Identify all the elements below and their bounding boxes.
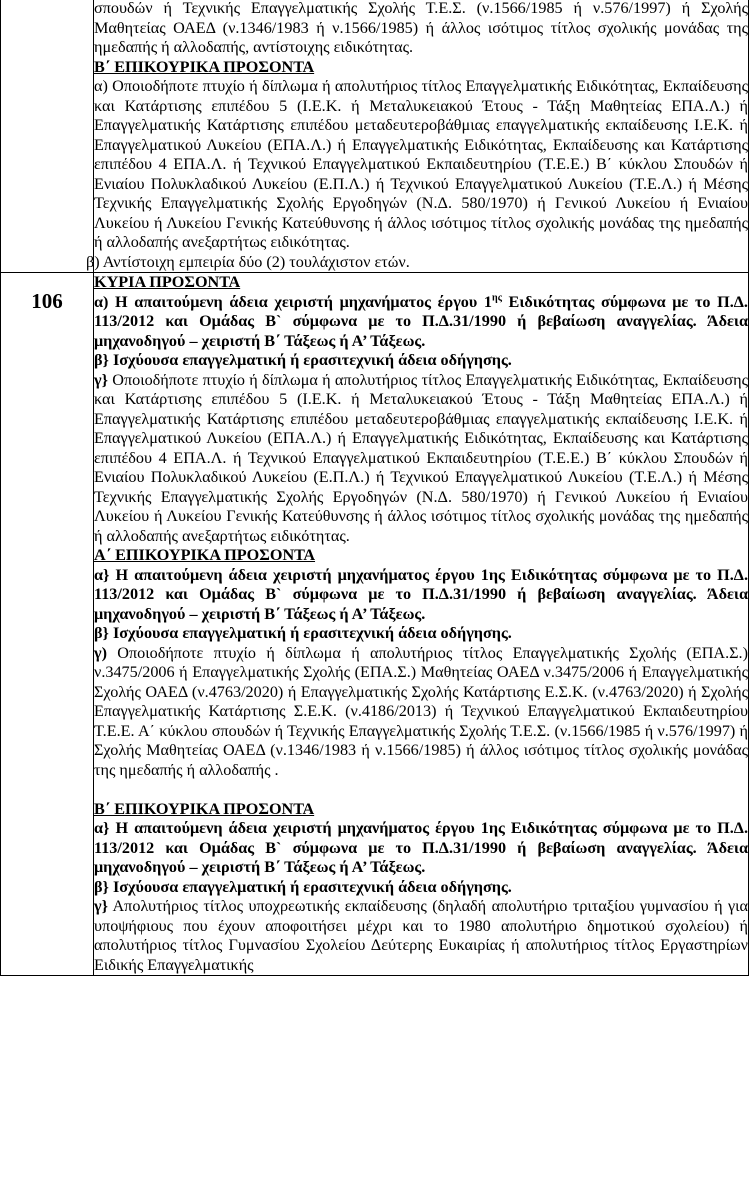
row-number: 106: [31, 289, 63, 313]
qualification-item: [94, 897, 748, 975]
item-text: Απολυτήριος τίτλος υποχρεωτικής εκπαίδευσης (δηλαδή απολυτήριο τριταξίου γυμνασίου ή για υποψήφιους που έχουν αποφοιτήσει μέχρι και το 1980 απολυτήριο δημοτικού σχολείου) ή απολυτήριος τίτλος Γυμνασίου Σχολείου Δεύτερης Ευκαιρίας ή απολυτήριος τίτλος Εργαστηρίων Ειδικής Επαγγελματικής: [94, 897, 748, 974]
qualification-item: [94, 293, 748, 352]
qualification-item: α) Οποιοδήποτε πτυχίο ή δίπλωμα ή απολυτήριος τίτλος Επαγγελματικής Ειδικότητας, Εκπαίδευσης και Κατάρτισης επιπέδου 5 (Ι.Ε.Κ. ή Μεταλυκειακού Έτους - Τάξη Μαθητείας ΕΠΑ.Λ.) ή Επαγγελματικής Κατάρτισης επιπέδου μεταδευτεροβάθμιας επαγγελματικής εκπαίδευσης Ι.Ε.Κ. ή Επαγγελματικού Λυκείου (ΕΠΑ.Λ.) ή Επαγγελματικής Ειδικότητας, Εκπαίδευσης και Κατάρτισης επιπέδου 4 ΕΠΑ.Λ. ή Τεχνικού Επαγγελματικού Εκπαιδευτηρίου (Τ.Ε.Ε.) Β΄ κύκλου Σπουδών ή Ενιαίου Πολυκλαδικού Λυκείου (Ε.Π.Λ.) ή Τεχνικού Επαγγελματικού Λυκείου (Τ.Ε.Λ.) ή Μέσης Τεχνικής Επαγγελματικής Σχολής Εργοδηγών (Ν.Δ. 580/1970) ή Γενικού Λυκείου ή Ενιαίου Λυκείου ή Λυκείου Γενικής Κατεύθυνσης ή άλλος ισότιμος τίτλος σχολικής μονάδας της ημεδαπής ή αλλοδαπής ανεξαρτήτως ειδικότητας.: [94, 77, 748, 251]
table-row: [1, 273, 749, 976]
qualifications-cell: [94, 273, 749, 976]
row-number-cell: [1, 273, 94, 976]
item-text: α) Η απαιτούμενη άδεια χειριστή μηχανήματος έργου 1: [94, 292, 493, 311]
section-heading-b-auxiliary: Β΄ ΕΠΙΚΟΥΡΙΚΑ ΠΡΟΣΟΝΤΑ: [94, 57, 315, 76]
item-label: γ}: [94, 370, 108, 389]
row-number-cell: [1, 0, 94, 273]
item-text: Οποιοδήποτε πτυχίο ή δίπλωμα ή απολυτήριος τίτλος Επαγγελματικής Σχολής (ΕΠΑ.Σ.) ν.3475/2006 ή Επαγγελματικής Σχολής (ΕΠΑ.Σ.) Μαθητείας ΟΑΕΔ ν.3475/2006 ή Επαγγελματικής Σχολής ΟΑΕΔ (ν.4763/2020) ή Επαγγελματικής Σχολής Κατάρτισης Ε.Σ.Κ. (ν.4763/2020) ή Σχολής Επαγγελματικής Κατάρτισης Σ.Ε.Κ. (ν.4186/2013) ή Τεχνικού Επαγγελματικού Εκπαιδευτηρίου Τ.Ε.Ε. Α΄ κύκλου σπουδών ή Τεχνικής Επαγγελματικής Σχολής Τ.Ε.Σ. (ν.1566/1985 ή ν.576/1997) ή Σχολής Μαθητείας ΟΑΕΔ (ν.1346/1983 ή ν.1566/1985) ή άλλος ισότιμος τίτλος σχολικής μονάδας της ημεδαπής ή αλλοδαπής .: [94, 643, 748, 779]
qualification-item: [94, 644, 748, 781]
qualification-item: β} Ισχύουσα επαγγελματική ή ερασιτεχνική άδεια οδήγησης.: [94, 351, 512, 369]
qualification-item: [94, 371, 748, 547]
continuation-text: σπουδών ή Τεχνικής Επαγγελματικής Σχολής Τ.Ε.Σ. (ν.1566/1985 ή ν.576/1997) ή Σχολής Μαθητείας ΟΑΕΔ (ν.1346/1983 ή ν.1566/1985) ή άλλος ισότιμος τίτλος σχολικής μονάδας της ημεδαπής ή αλλοδαπής, αντίστοιχης ειδικότητας.: [94, 0, 748, 56]
item-label: γ}: [94, 897, 108, 915]
item-label: γ): [94, 643, 107, 662]
qualification-item: α} Η απαιτούμενη άδεια χειριστή μηχανήματος έργου 1ης Ειδικότητας σύμφωνα με το Π.Δ. 113/2012 και Ομάδας Β` σύμφωνα με το Π.Δ.31/1990 ή βεβαίωση αναγγελίας. Άδεια μηχανοδηγού – χειριστή Β΄ Τάξεως ή Α’ Τάξεως.: [94, 565, 748, 623]
section-heading-a-auxiliary: Α΄ ΕΠΙΚΟΥΡΙΚΑ ΠΡΟΣΟΝΤΑ: [94, 546, 316, 564]
superscript: ης: [492, 292, 502, 304]
qualification-item: β} Ισχύουσα επαγγελματική ή ερασιτεχνική άδεια οδήγησης.: [94, 877, 512, 896]
section-heading-b-auxiliary: Β΄ ΕΠΙΚΟΥΡΙΚΑ ΠΡΟΣΟΝΤΑ: [94, 799, 315, 818]
item-text: Ειδικότητας σύμφωνα με το Π.Δ. 113/2012 και Ομάδας Β` σύμφωνα με το Π.Δ.31/1990 ή βεβαίωση αναγγελίας. Άδεια μηχανοδηγού – χειριστή Β΄ Τάξεως ή Α’ Τάξεως.: [94, 292, 748, 350]
qualifications-cell: [86, 0, 749, 273]
table-row: [1, 0, 749, 273]
item-text: Οποιοδήποτε πτυχίο ή δίπλωμα ή απολυτήριος τίτλος Επαγγελματικής Ειδικότητας, Εκπαίδευσης και Κατάρτισης επιπέδου 5 (Ι.Ε.Κ. ή Μεταλυκειακού Έτους - Τάξη Μαθητείας ΕΠΑ.Λ.) ή Επαγγελματικής Κατάρτισης επιπέδου μεταδευτεροβάθμιας επαγγελματικής εκπαίδευσης Ι.Ε.Κ. ή Επαγγελματικού Λυκείου (ΕΠΑ.Λ.) ή Επαγγελματικής Ειδικότητας, Εκπαίδευσης και Κατάρτισης επιπέδου 4 ΕΠΑ.Λ. ή Τεχνικού Επαγγελματικού Εκπαιδευτηρίου (Τ.Ε.Ε.) Β΄ κύκλου Σπουδών ή Ενιαίου Πολυκλαδικού Λυκείου (Ε.Π.Λ.) ή Τεχνικού Επαγγελματικού Λυκείου (Τ.Ε.Λ.) ή Μέσης Τεχνικής Επαγγελματικής Σχολής Εργοδηγών (Ν.Δ. 580/1970) ή Γενικού Λυκείου ή Ενιαίου Λυκείου ή Λυκείου Γενικής Κατεύθυνσης ή άλλος ισότιμος τίτλος σχολικής μονάδας της ημεδαπής ή αλλοδαπής ανεξαρτήτως ειδικότητας.: [94, 370, 748, 545]
qualification-item: β} Ισχύουσα επαγγελματική ή ερασιτεχνική άδεια οδήγησης.: [94, 624, 512, 642]
qualification-item: β) Αντίστοιχη εμπειρία δύο (2) τουλάχιστον ετών.: [86, 252, 410, 271]
section-heading-main: ΚΥΡΙΑ ΠΡΟΣΟΝΤΑ: [94, 273, 241, 291]
blank-line: [94, 780, 748, 800]
qualification-item: α} Η απαιτούμενη άδεια χειριστή μηχανήματος έργου 1ης Ειδικότητας σύμφωνα με το Π.Δ. 113/2012 και Ομάδας Β` σύμφωνα με το Π.Δ.31/1990 ή βεβαίωση αναγγελίας. Άδεια μηχανοδηγού – χειριστή Β΄ Τάξεως ή Α’ Τάξεως.: [94, 819, 748, 876]
